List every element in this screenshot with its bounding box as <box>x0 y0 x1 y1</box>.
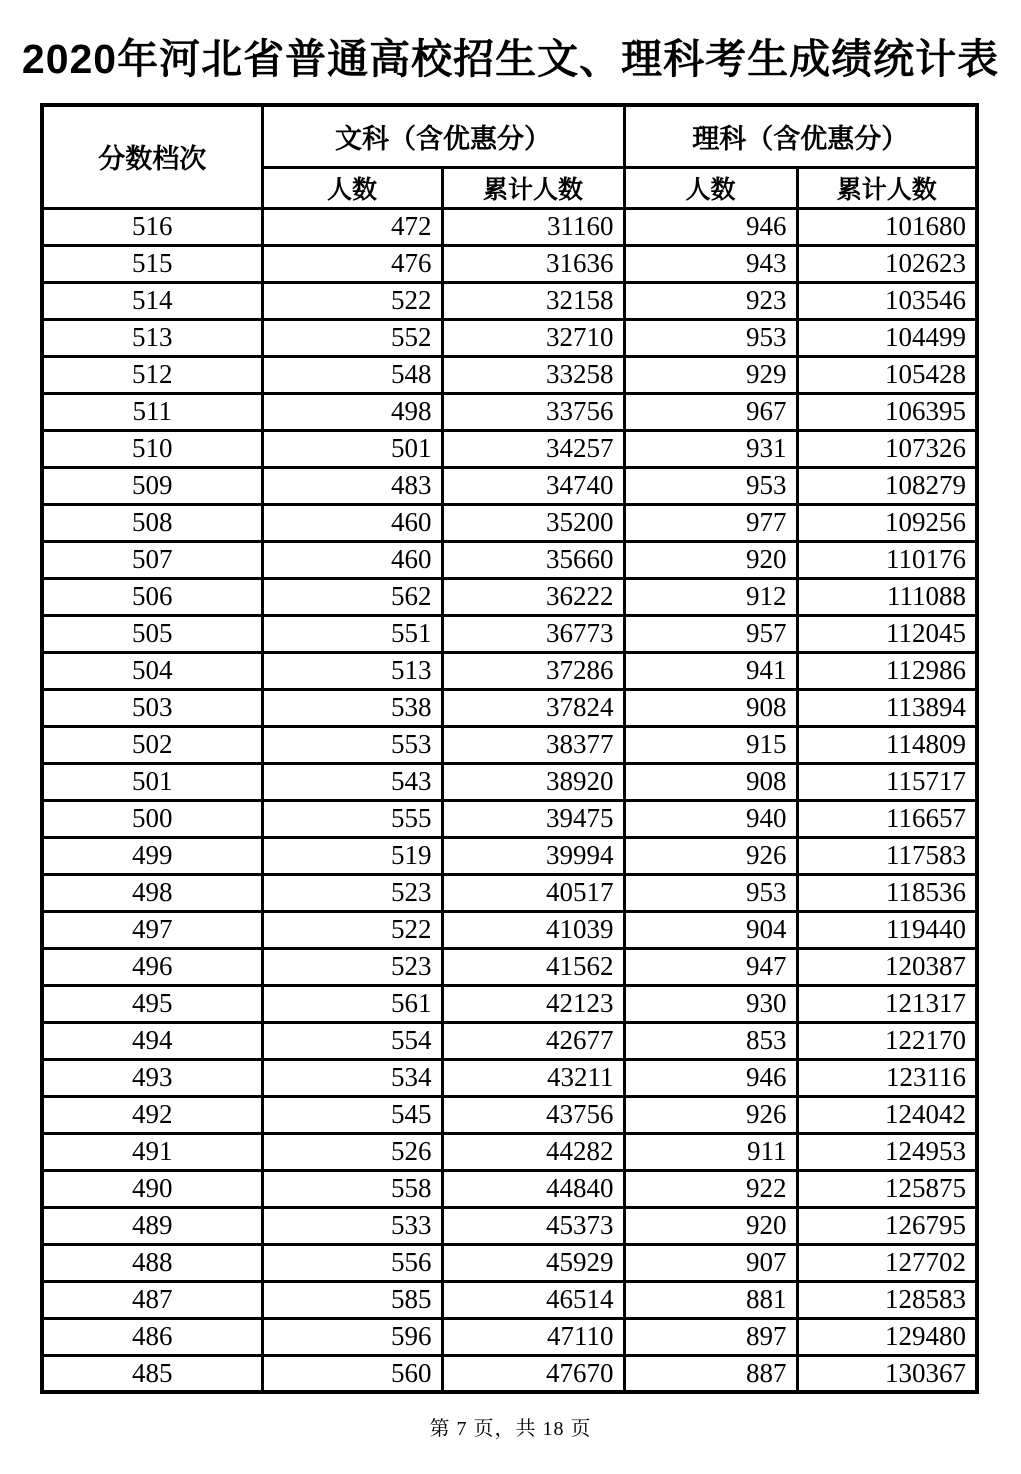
science-count-cell: 922 <box>624 1170 797 1207</box>
science-count-cell: 908 <box>624 689 797 726</box>
score-level-cell: 508 <box>42 504 262 541</box>
arts-cumulative-cell: 35200 <box>442 504 624 541</box>
science-cumulative-cell: 130367 <box>797 1355 977 1392</box>
arts-count-cell: 513 <box>262 652 442 689</box>
arts-cumulative-cell: 43211 <box>442 1059 624 1096</box>
table-row <box>42 245 977 282</box>
arts-count-cell: 534 <box>262 1059 442 1096</box>
table-row <box>42 1318 977 1355</box>
table-row <box>42 874 977 911</box>
science-cumulative-cell: 124042 <box>797 1096 977 1133</box>
science-count-cell: 943 <box>624 245 797 282</box>
arts-count-cell: 554 <box>262 1022 442 1059</box>
table-row <box>42 541 977 578</box>
science-cumulative-cell: 129480 <box>797 1318 977 1355</box>
science-count-cell: 926 <box>624 1096 797 1133</box>
arts-count-cell: 522 <box>262 911 442 948</box>
science-cumulative-cell: 120387 <box>797 948 977 985</box>
arts-cumulative-cell: 35660 <box>442 541 624 578</box>
arts-cumulative-cell: 40517 <box>442 874 624 911</box>
arts-count-cell: 560 <box>262 1355 442 1392</box>
arts-cumulative-cell: 43756 <box>442 1096 624 1133</box>
table-row <box>42 504 977 541</box>
arts-cumulative-cell: 33756 <box>442 393 624 430</box>
column-header-science-cumulative: 累计人数 <box>797 167 977 208</box>
science-count-cell: 881 <box>624 1281 797 1318</box>
arts-count-cell: 519 <box>262 837 442 874</box>
table-body <box>42 208 977 1392</box>
table-row <box>42 1207 977 1244</box>
science-count-cell: 926 <box>624 837 797 874</box>
science-count-cell: 930 <box>624 985 797 1022</box>
arts-cumulative-cell: 31636 <box>442 245 624 282</box>
science-cumulative-cell: 122170 <box>797 1022 977 1059</box>
science-count-cell: 953 <box>624 874 797 911</box>
arts-count-cell: 555 <box>262 800 442 837</box>
arts-count-cell: 551 <box>262 615 442 652</box>
score-level-cell: 506 <box>42 578 262 615</box>
science-count-cell: 912 <box>624 578 797 615</box>
table-row <box>42 1170 977 1207</box>
arts-cumulative-cell: 38377 <box>442 726 624 763</box>
score-level-cell: 515 <box>42 245 262 282</box>
score-level-cell: 505 <box>42 615 262 652</box>
score-level-cell: 494 <box>42 1022 262 1059</box>
arts-cumulative-cell: 31160 <box>442 208 624 245</box>
score-level-cell: 512 <box>42 356 262 393</box>
arts-cumulative-cell: 42123 <box>442 985 624 1022</box>
arts-cumulative-cell: 39475 <box>442 800 624 837</box>
column-header-science-group: 理科（含优惠分） <box>624 105 977 167</box>
arts-cumulative-cell: 32158 <box>442 282 624 319</box>
table-row <box>42 689 977 726</box>
science-count-cell: 977 <box>624 504 797 541</box>
science-cumulative-cell: 113894 <box>797 689 977 726</box>
table-header <box>42 105 977 208</box>
score-level-cell: 499 <box>42 837 262 874</box>
science-cumulative-cell: 116657 <box>797 800 977 837</box>
arts-count-cell: 483 <box>262 467 442 504</box>
table-row <box>42 615 977 652</box>
table-row <box>42 911 977 948</box>
science-cumulative-cell: 118536 <box>797 874 977 911</box>
score-level-cell: 495 <box>42 985 262 1022</box>
table-row <box>42 726 977 763</box>
science-cumulative-cell: 103546 <box>797 282 977 319</box>
arts-cumulative-cell: 45929 <box>442 1244 624 1281</box>
science-count-cell: 907 <box>624 1244 797 1281</box>
science-cumulative-cell: 127702 <box>797 1244 977 1281</box>
science-cumulative-cell: 115717 <box>797 763 977 800</box>
table-row <box>42 985 977 1022</box>
score-level-cell: 491 <box>42 1133 262 1170</box>
science-cumulative-cell: 110176 <box>797 541 977 578</box>
arts-count-cell: 498 <box>262 393 442 430</box>
column-header-science-count: 人数 <box>624 167 797 208</box>
score-level-cell: 510 <box>42 430 262 467</box>
arts-count-cell: 562 <box>262 578 442 615</box>
science-count-cell: 957 <box>624 615 797 652</box>
table-row <box>42 1281 977 1318</box>
arts-count-cell: 476 <box>262 245 442 282</box>
score-level-cell: 489 <box>42 1207 262 1244</box>
science-cumulative-cell: 114809 <box>797 726 977 763</box>
arts-cumulative-cell: 34257 <box>442 430 624 467</box>
arts-cumulative-cell: 36222 <box>442 578 624 615</box>
science-cumulative-cell: 101680 <box>797 208 977 245</box>
arts-cumulative-cell: 42677 <box>442 1022 624 1059</box>
arts-count-cell: 545 <box>262 1096 442 1133</box>
science-count-cell: 931 <box>624 430 797 467</box>
science-cumulative-cell: 126795 <box>797 1207 977 1244</box>
science-cumulative-cell: 119440 <box>797 911 977 948</box>
table-row <box>42 282 977 319</box>
arts-cumulative-cell: 41562 <box>442 948 624 985</box>
science-cumulative-cell: 117583 <box>797 837 977 874</box>
arts-count-cell: 460 <box>262 504 442 541</box>
arts-cumulative-cell: 46514 <box>442 1281 624 1318</box>
science-count-cell: 953 <box>624 467 797 504</box>
arts-count-cell: 523 <box>262 948 442 985</box>
science-count-cell: 897 <box>624 1318 797 1355</box>
science-cumulative-cell: 128583 <box>797 1281 977 1318</box>
score-level-cell: 490 <box>42 1170 262 1207</box>
table-row <box>42 356 977 393</box>
page-title: 2020年河北省普通高校招生文、理科考生成绩统计表 <box>21 36 1000 82</box>
score-statistics-table <box>40 103 979 1394</box>
table-row <box>42 652 977 689</box>
table-row <box>42 763 977 800</box>
arts-count-cell: 501 <box>262 430 442 467</box>
arts-cumulative-cell: 47110 <box>442 1318 624 1355</box>
arts-count-cell: 472 <box>262 208 442 245</box>
score-level-cell: 488 <box>42 1244 262 1281</box>
science-count-cell: 915 <box>624 726 797 763</box>
arts-count-cell: 543 <box>262 763 442 800</box>
science-cumulative-cell: 107326 <box>797 430 977 467</box>
table-row <box>42 837 977 874</box>
column-header-score-level: 分数档次 <box>42 105 262 208</box>
score-level-cell: 493 <box>42 1059 262 1096</box>
science-cumulative-cell: 109256 <box>797 504 977 541</box>
arts-count-cell: 556 <box>262 1244 442 1281</box>
column-header-arts-count: 人数 <box>262 167 442 208</box>
science-cumulative-cell: 124953 <box>797 1133 977 1170</box>
arts-count-cell: 561 <box>262 985 442 1022</box>
science-cumulative-cell: 123116 <box>797 1059 977 1096</box>
science-count-cell: 923 <box>624 282 797 319</box>
arts-cumulative-cell: 47670 <box>442 1355 624 1392</box>
science-count-cell: 887 <box>624 1355 797 1392</box>
arts-cumulative-cell: 44282 <box>442 1133 624 1170</box>
score-level-cell: 507 <box>42 541 262 578</box>
score-level-cell: 487 <box>42 1281 262 1318</box>
table-row <box>42 393 977 430</box>
score-level-cell: 502 <box>42 726 262 763</box>
score-level-cell: 486 <box>42 1318 262 1355</box>
score-level-cell: 513 <box>42 319 262 356</box>
header-row-groups <box>42 105 977 167</box>
arts-count-cell: 533 <box>262 1207 442 1244</box>
arts-cumulative-cell: 37824 <box>442 689 624 726</box>
science-count-cell: 940 <box>624 800 797 837</box>
science-count-cell: 853 <box>624 1022 797 1059</box>
arts-count-cell: 526 <box>262 1133 442 1170</box>
science-count-cell: 929 <box>624 356 797 393</box>
science-cumulative-cell: 121317 <box>797 985 977 1022</box>
score-level-cell: 503 <box>42 689 262 726</box>
arts-cumulative-cell: 44840 <box>442 1170 624 1207</box>
table-row <box>42 1133 977 1170</box>
score-level-cell: 497 <box>42 911 262 948</box>
science-count-cell: 941 <box>624 652 797 689</box>
score-level-cell: 501 <box>42 763 262 800</box>
arts-count-cell: 538 <box>262 689 442 726</box>
science-count-cell: 967 <box>624 393 797 430</box>
science-cumulative-cell: 108279 <box>797 467 977 504</box>
arts-cumulative-cell: 41039 <box>442 911 624 948</box>
arts-cumulative-cell: 34740 <box>442 467 624 504</box>
science-count-cell: 920 <box>624 541 797 578</box>
arts-count-cell: 553 <box>262 726 442 763</box>
science-count-cell: 953 <box>624 319 797 356</box>
table-row <box>42 1022 977 1059</box>
page-number: 第 7 页，共 18 页 <box>429 1418 592 1440</box>
score-level-cell: 485 <box>42 1355 262 1392</box>
arts-cumulative-cell: 37286 <box>442 652 624 689</box>
science-count-cell: 947 <box>624 948 797 985</box>
table-row <box>42 430 977 467</box>
score-level-cell: 516 <box>42 208 262 245</box>
table-row <box>42 800 977 837</box>
science-cumulative-cell: 102623 <box>797 245 977 282</box>
table-row <box>42 1355 977 1392</box>
score-level-cell: 498 <box>42 874 262 911</box>
science-count-cell: 920 <box>624 1207 797 1244</box>
score-level-cell: 500 <box>42 800 262 837</box>
arts-cumulative-cell: 45373 <box>442 1207 624 1244</box>
table-row <box>42 319 977 356</box>
table-row <box>42 578 977 615</box>
table-row <box>42 208 977 245</box>
arts-cumulative-cell: 39994 <box>442 837 624 874</box>
arts-count-cell: 522 <box>262 282 442 319</box>
arts-count-cell: 558 <box>262 1170 442 1207</box>
arts-cumulative-cell: 36773 <box>442 615 624 652</box>
science-count-cell: 946 <box>624 1059 797 1096</box>
table-row <box>42 948 977 985</box>
arts-count-cell: 548 <box>262 356 442 393</box>
column-header-arts-group: 文科（含优惠分） <box>262 105 624 167</box>
science-cumulative-cell: 105428 <box>797 356 977 393</box>
table-row <box>42 467 977 504</box>
arts-count-cell: 585 <box>262 1281 442 1318</box>
science-count-cell: 908 <box>624 763 797 800</box>
arts-cumulative-cell: 33258 <box>442 356 624 393</box>
score-level-cell: 511 <box>42 393 262 430</box>
science-count-cell: 904 <box>624 911 797 948</box>
arts-cumulative-cell: 38920 <box>442 763 624 800</box>
science-cumulative-cell: 104499 <box>797 319 977 356</box>
score-level-cell: 496 <box>42 948 262 985</box>
science-cumulative-cell: 112045 <box>797 615 977 652</box>
arts-count-cell: 596 <box>262 1318 442 1355</box>
table-row <box>42 1096 977 1133</box>
score-level-cell: 492 <box>42 1096 262 1133</box>
score-level-cell: 514 <box>42 282 262 319</box>
arts-count-cell: 552 <box>262 319 442 356</box>
science-count-cell: 946 <box>624 208 797 245</box>
score-level-cell: 504 <box>42 652 262 689</box>
arts-count-cell: 523 <box>262 874 442 911</box>
table-row <box>42 1244 977 1281</box>
arts-count-cell: 460 <box>262 541 442 578</box>
arts-cumulative-cell: 32710 <box>442 319 624 356</box>
score-level-cell: 509 <box>42 467 262 504</box>
science-count-cell: 911 <box>624 1133 797 1170</box>
table-row <box>42 1059 977 1096</box>
science-cumulative-cell: 125875 <box>797 1170 977 1207</box>
science-cumulative-cell: 111088 <box>797 578 977 615</box>
column-header-arts-cumulative: 累计人数 <box>442 167 624 208</box>
science-cumulative-cell: 106395 <box>797 393 977 430</box>
science-cumulative-cell: 112986 <box>797 652 977 689</box>
